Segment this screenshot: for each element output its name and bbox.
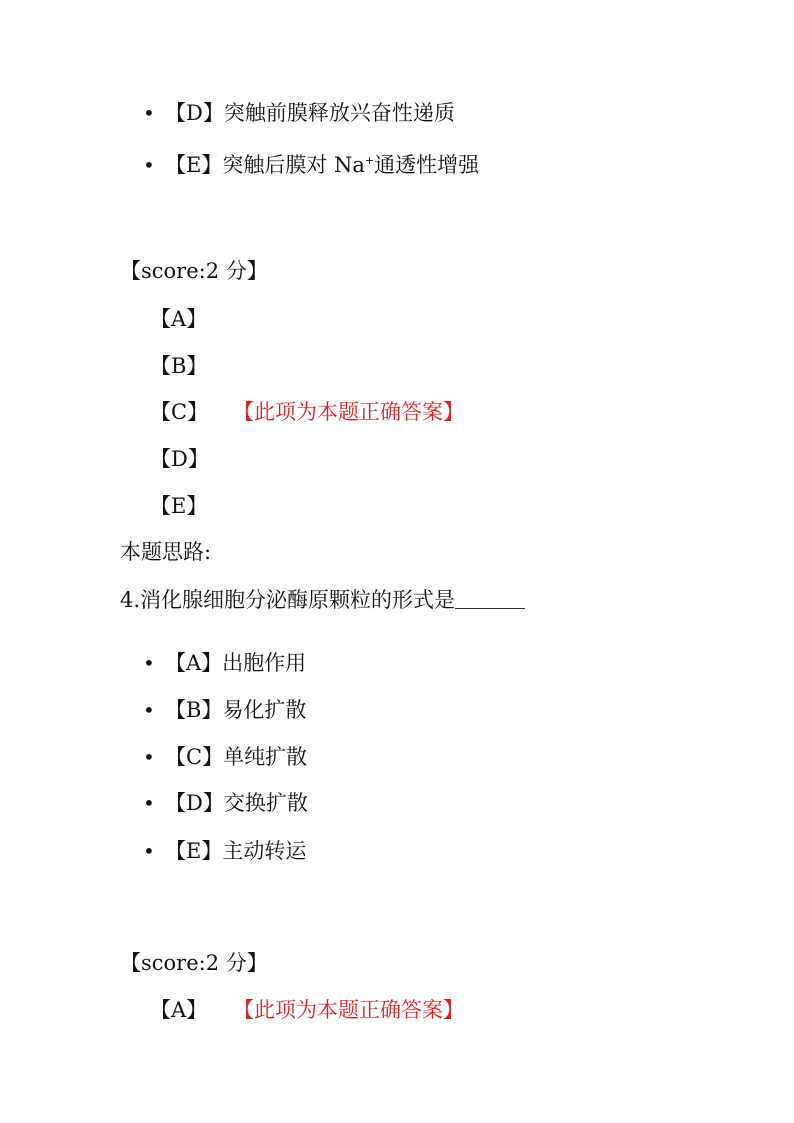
answer-option-c <box>150 399 550 425</box>
question-text: 4.消化腺细胞分泌酶原颗粒的形式是 <box>120 588 456 612</box>
answer-label: 【C】 <box>150 400 209 424</box>
option-text: 突触后膜对 Na <box>222 153 365 177</box>
answer-blank <box>455 590 525 609</box>
answer-option-e <box>150 493 207 519</box>
option-d <box>143 100 455 126</box>
score-label: 【score:2 分】 <box>120 259 268 283</box>
option-text: 交换扩散 <box>223 791 308 815</box>
superscript-plus: + <box>364 154 375 167</box>
answer-label: 【B】 <box>150 354 208 378</box>
q4-option-c <box>143 744 307 770</box>
option-text-after: 通透性增强 <box>374 153 480 177</box>
bullet-icon: • <box>143 101 155 125</box>
option-label: 【D】 <box>165 101 224 125</box>
option-label: 【E】 <box>165 839 223 863</box>
answer-option-a <box>150 997 550 1023</box>
option-label: 【E】 <box>165 153 223 177</box>
bullet-icon: • <box>143 698 155 722</box>
q4-option-d <box>143 790 308 816</box>
answer-option-b <box>150 353 207 379</box>
q4-option-e <box>143 838 306 864</box>
bullet-icon: • <box>143 791 155 815</box>
bullet-icon: • <box>143 839 155 863</box>
q4-option-b <box>143 697 306 723</box>
answer-label: 【E】 <box>150 494 208 518</box>
q4-option-a <box>143 650 306 676</box>
option-text: 易化扩散 <box>222 698 307 722</box>
option-label: 【A】 <box>165 651 223 675</box>
option-e <box>143 148 479 178</box>
option-label: 【D】 <box>165 791 224 815</box>
answer-label: 【A】 <box>150 307 208 331</box>
correct-answer-marker: 【此项为本题正确答案】 <box>233 998 464 1022</box>
bullet-icon: • <box>143 153 155 177</box>
option-text: 单纯扩散 <box>223 745 308 769</box>
explanation-label: 本题思路: <box>120 540 212 564</box>
bullet-icon: • <box>143 745 155 769</box>
bullet-icon: • <box>143 651 155 675</box>
answer-label: 【D】 <box>150 447 209 471</box>
option-text: 出胞作用 <box>222 651 307 675</box>
answer-option-d <box>150 446 209 472</box>
option-label: 【B】 <box>165 698 223 722</box>
score-label: 【score:2 分】 <box>120 951 268 975</box>
answer-label: 【A】 <box>150 998 208 1022</box>
option-text: 主动转运 <box>222 839 307 863</box>
option-text: 突触前膜释放兴奋性递质 <box>223 101 455 125</box>
question-4 <box>120 587 525 613</box>
option-label: 【C】 <box>165 745 224 769</box>
answer-option-a <box>150 306 207 332</box>
correct-answer-marker: 【此项为本题正确答案】 <box>233 400 464 424</box>
